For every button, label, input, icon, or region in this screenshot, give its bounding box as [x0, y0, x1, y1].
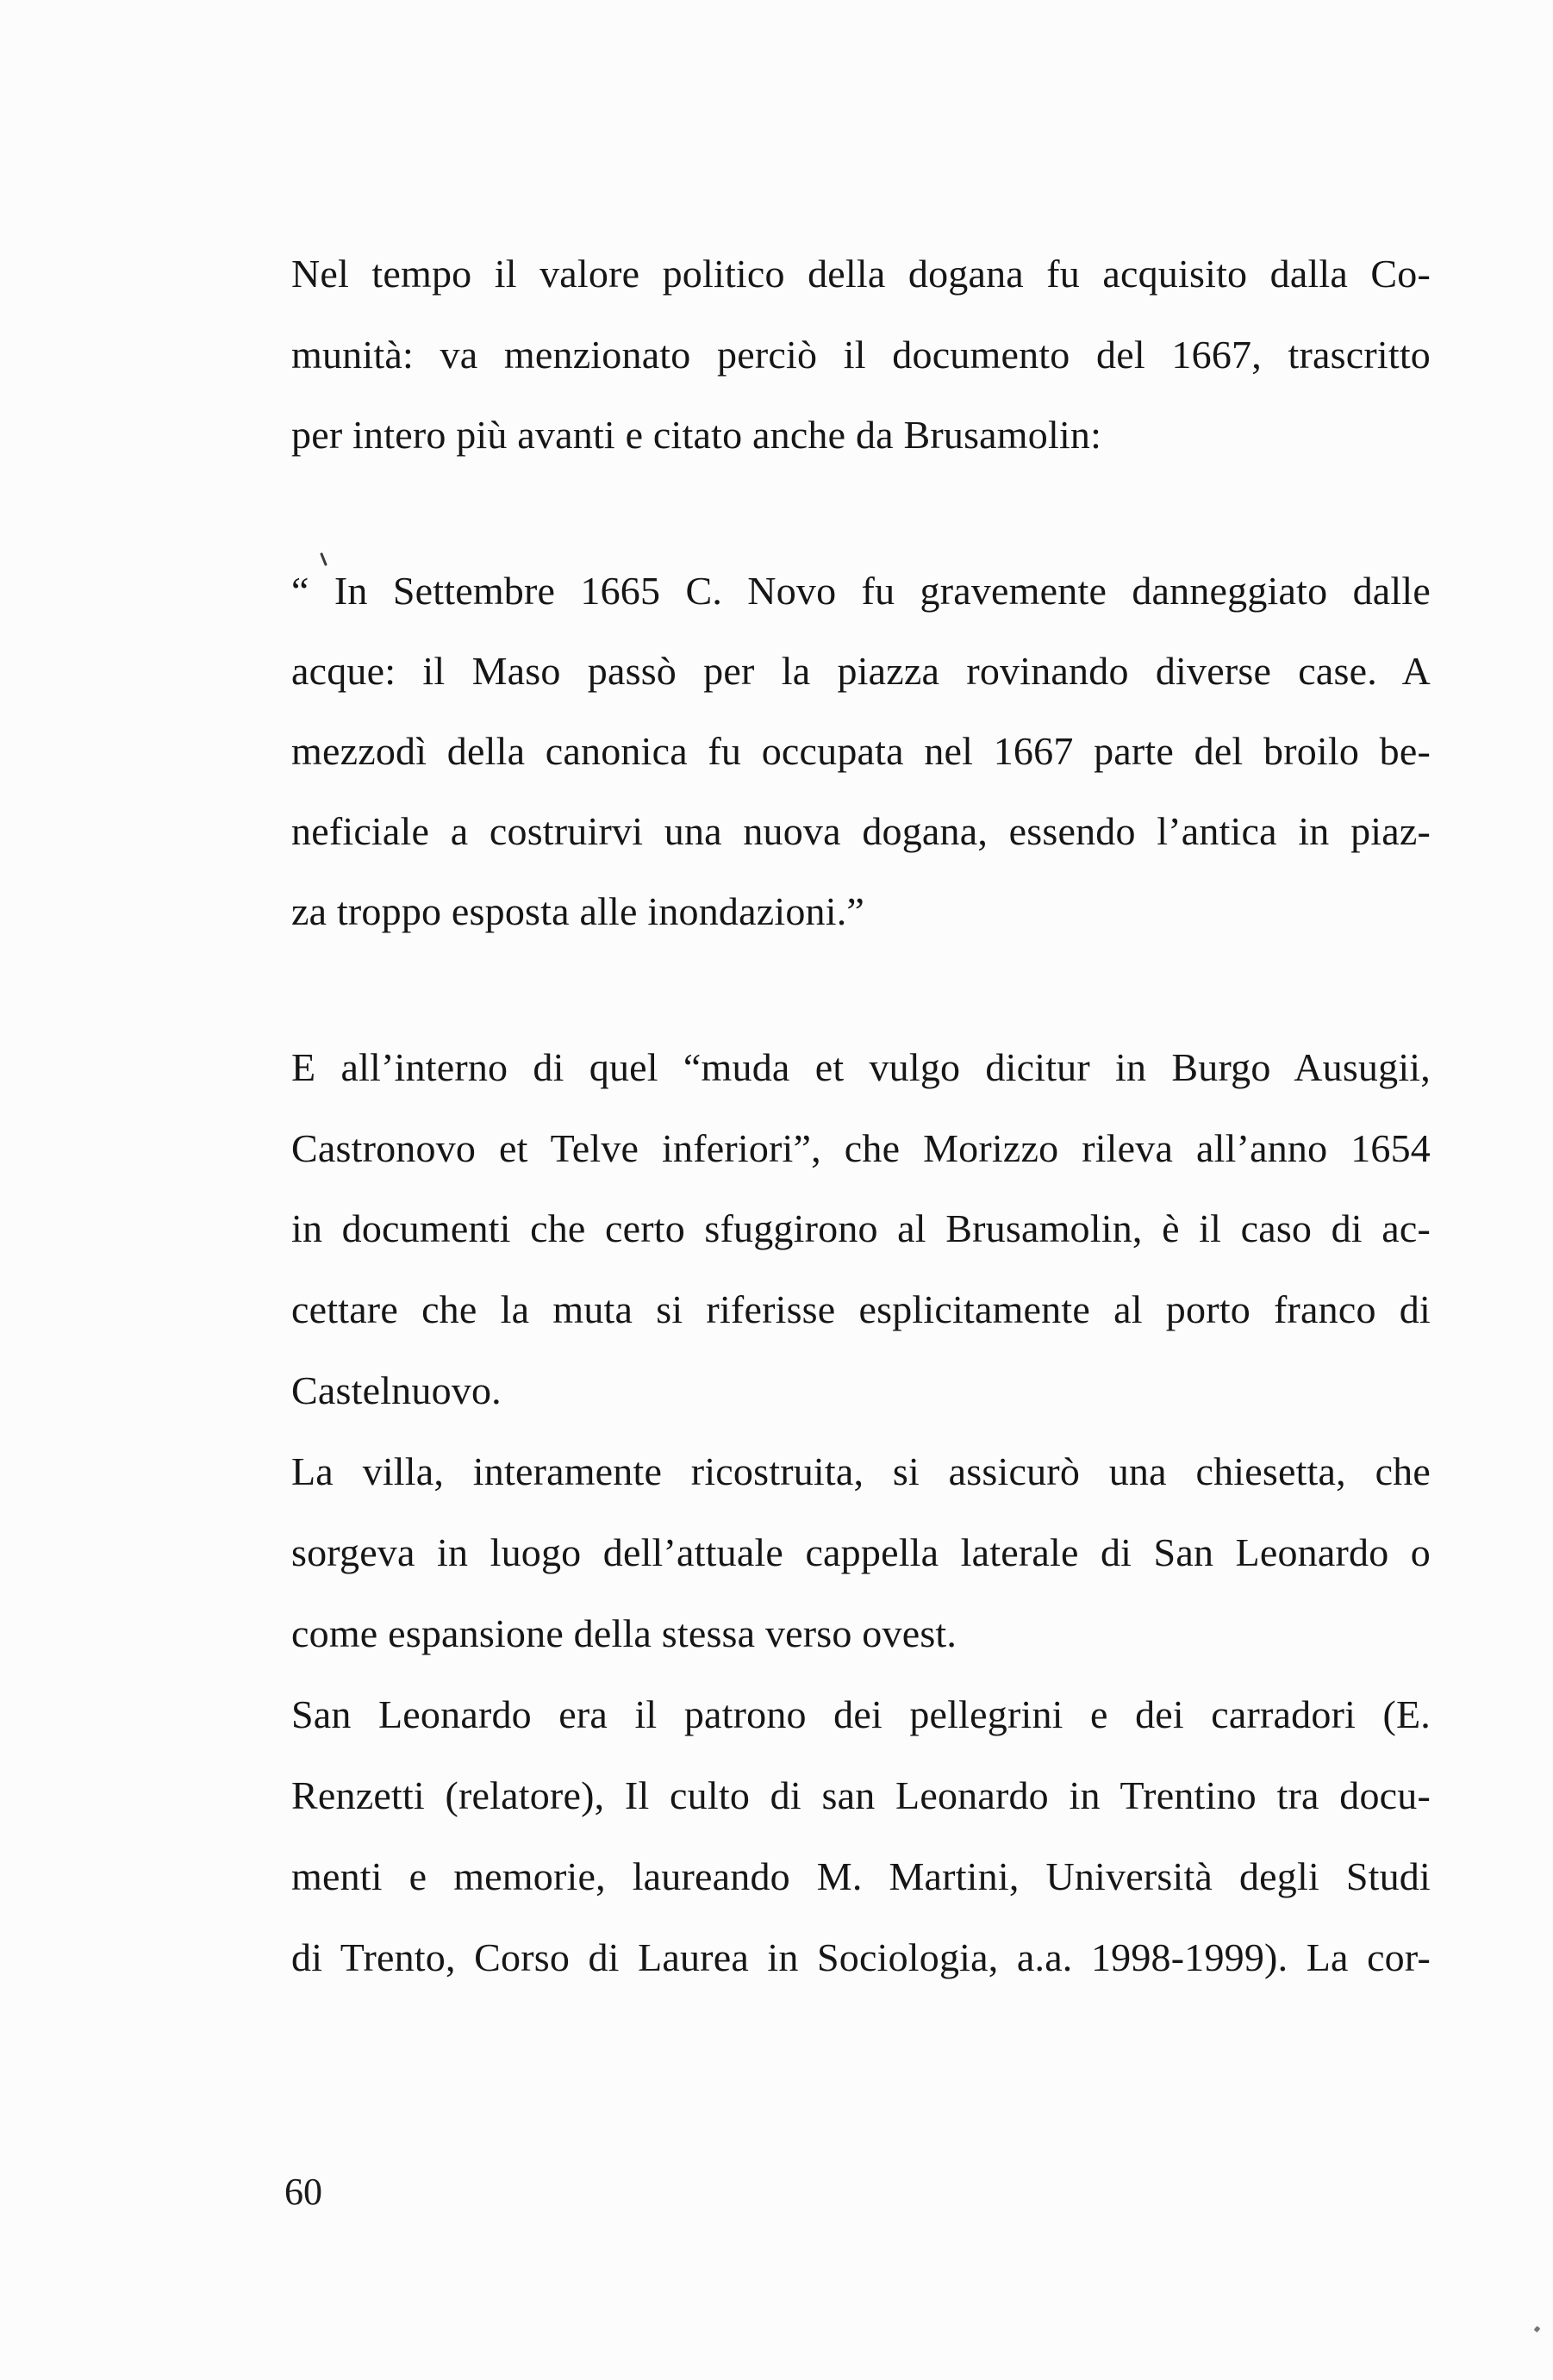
text-block [291, 0, 1431, 2380]
text-line: menti e memorie, laureando M. Martini, Università degli Studi [291, 1854, 1431, 1898]
text-line: di Trento, Corso di Laurea in Sociologia, a.a. 1998-1999). La cor- [291, 1935, 1431, 1979]
scan-speck [1534, 2326, 1541, 2333]
text-line: La villa, interamente ricostruita, si assicurò una chiesetta, che [291, 1449, 1431, 1493]
page-number: 60 [284, 2171, 322, 2213]
text-line: Nel tempo il valore politico della dogana fu acquisito dalla Co- [291, 252, 1431, 296]
text-line: Castelnuovo. [291, 1368, 502, 1412]
text-line: sorgeva in luogo dell’attuale cappella laterale di San Leonardo o [291, 1530, 1431, 1574]
text-line: Renzetti (relatore), Il culto di san Leonardo in Trentino tra docu- [291, 1773, 1431, 1817]
text-line: munità: va menzionato perciò il documento del 1667, trascritto [291, 333, 1431, 377]
text-line: E all’interno di quel “muda et vulgo dicitur in Burgo Ausugii, [291, 1045, 1431, 1089]
text-line: come espansione della stessa verso ovest. [291, 1611, 957, 1655]
text-line: per intero più avanti e citato anche da Brusamolin: [291, 413, 1102, 457]
quote-line: za troppo esposta alle inondazioni.” [291, 889, 865, 933]
text-line: in documenti che certo sfuggirono al Brusamolin, è il caso di ac- [291, 1206, 1431, 1250]
quote-line: mezzodì della canonica fu occupata nel 1667 parte del broilo be- [291, 729, 1431, 773]
quote-line: acque: il Maso passò per la piazza rovinando diverse case. A [291, 649, 1431, 693]
quote-line: “ In Settembre 1665 C. Novo fu gravemente danneggiato dalle [291, 569, 1431, 613]
quote-line: neficiale a costruirvi una nuova dogana, essendo l’antica in piaz- [291, 809, 1431, 853]
text-line: Castronovo et Telve inferiori”, che Morizzo rileva all’anno 1654 [291, 1126, 1431, 1170]
text-line: San Leonardo era il patrono dei pellegrini e dei carradori (E. [291, 1692, 1431, 1736]
text-line: cettare che la muta si riferisse esplicitamente al porto franco di [291, 1287, 1431, 1331]
